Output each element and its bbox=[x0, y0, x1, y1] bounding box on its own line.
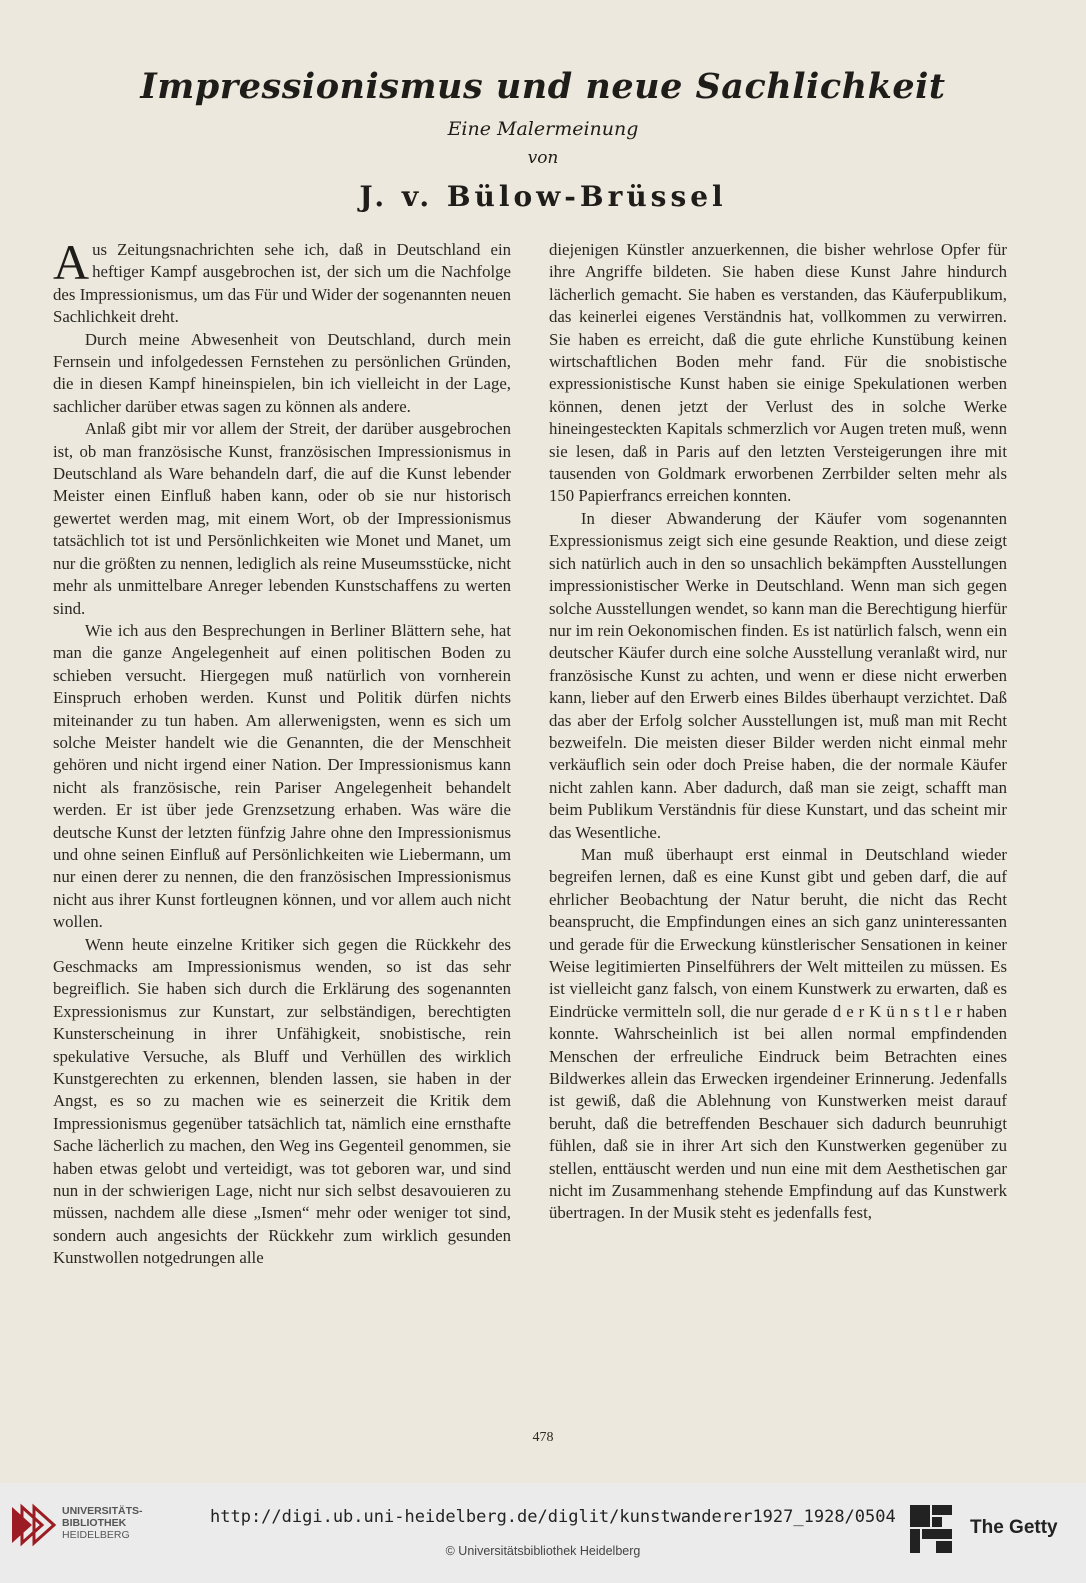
article-author: J. v. Bülow-Brüssel bbox=[359, 180, 727, 213]
getty-label: The Getty bbox=[970, 1517, 1058, 1538]
permalink-url[interactable]: http://digi.ub.uni-heidelberg.de/diglit/kunstwanderer1927_1928/0504 bbox=[210, 1507, 896, 1527]
library-name-line: HEIDELBERG bbox=[62, 1529, 130, 1541]
paragraph: Wie ich aus den Besprechungen in Berliner Blättern sehe, hat man die ganze Angelegenheit auf einen politischen Boden zu schieben versucht. Hiergegen muß natürlich von vornherein Einspruch erhoben werden. Kunst und Politik dürfen nichts miteinander zu tun haben. Am allerwenigsten, wenn es sich um solche Meister handelt wie die Genannten, die der Menschheit gehören und nicht irgend einer Nation. Der Impressionismus kann nicht als französische, rein Pariser Angelegenheit behandelt werden. Er ist über jede Grenzsetzung erhaben. Was wäre die deutsche Kunst der letzten fünfzig Jahre ohne den Impressionismus und ohne seinen Einfluß auf Persönlichkeiten wie Liebermann, um nur einen derer zu nennen, die den französischen Impressionismus nicht aus ihrer Kunst fortleugnen können, und vor allem auch nicht wollen. bbox=[53, 620, 511, 932]
paragraph bbox=[53, 234, 511, 329]
paragraph: diejenigen Künstler anzuerkennen, die bisher wehrlose Opfer für ihre Angriffe bildeten. Sie haben diese Kunst Jahre hindurch lächerlich gemacht. Sie haben es verstanden, das Käuferpublikum, das keinerlei eigenes Verständnis hat, vollkommen zu verwirren. Sie haben es erreicht, daß die gute ehrliche Kunstübung keinen wirtschaftlichen Boden mehr fand. Für die snobistische expressionistische Kunst haben sie einige Spekulationen werben können, denen jetzt der Verlust des in solche Werke hineingesteckten Kapitals schmerzlich vor Augen treten muß, wenn sie lesen, daß in Paris auf den letzten Versteigerungen ihre mit tausenden von Goldmark erworbenen Zerrbilder selten mehr als 150 Papierfrancs erreichen konnten. bbox=[549, 240, 1007, 506]
drop-cap: A bbox=[53, 234, 90, 290]
paragraph: Anlaß gibt mir vor allem der Streit, der darüber ausgebrochen ist, ob man französische Kunst, französischen Impressionismus in Deutschland als Ware behandeln darf, die auf die Kunst lebender Meister einen Einfluß haben kann, oder ob sie nur historisch gewertet werden mag, mit einem Wort, ob der Impressionismus tatsächlich tot ist und Persönlichkeiten wie Monet und Manet, um nur die größten zu nennen, lediglich als reine Museumsstücke, nicht mehr als unmittelbare Anreger lebenden Kunstschaffens zu werten sind. bbox=[53, 419, 511, 618]
right-column bbox=[549, 239, 1007, 1225]
library-name bbox=[62, 1505, 143, 1541]
page-number: 478 bbox=[532, 1430, 554, 1445]
paragraph: Man muß überhaupt erst einmal in Deutschland wieder begreifen lernen, daß es eine Kunst gibt und geben darf, die auf ehrlicher Beobachtung der Natur beruht, die nicht das Recht beansprucht, die Empfindungen eines an sich ganz uninteressanten und gerade für die Erweckung künstlerischer Sensationen in keiner Weise legitimierten Pinselführers der Welt mitteilen zu müssen. Es ist vielleicht ganz falsch, von einem Kunstwerk zu erwarten, daß es Eindrücke vermitteln soll, die nur gerade d e r K ü n s t l e r haben konnte. Wahrscheinlich ist bei allen normal empfindenden Menschen der erfreuliche Eindruck beim Betrachten eines Bildwerkes allein das Erwecken irgendeiner Erinnerung. Jedenfalls ist gewiß, daß die Ablehnung von Kunstwerken meist darauf beruht, daß die betreffenden Beschauer sich dadurch beunruhigt fühlen, daß sie in ihrer Art sich den Kunstwerken gegenüber zu stellen, enttäuscht werden und nun eine mit dem Aesthetischen gar nicht im Zusammenhang stehende Empfindung auf das Kunstwerk übertragen. In der Musik steht es jedenfalls fest, bbox=[549, 844, 1007, 1223]
paragraph-text: us Zeitungsnachrichten sehe ich, daß in Deutschland ein heftiger Kampf ausgebrochen ist, der sich um die Nachfolge des Impressionismus, um das Für und Wider der sogenannten neuen Sachlichkeit dreht. bbox=[53, 240, 511, 327]
paragraph: In dieser Abwanderung der Käufer vom sogenannten Expressionismus zeigt sich eine gesunde Reaktion, und diese zeigt sich natürlich auch in den so unsachlich bekämpften Ausstellungen impressionistischer Werke in Deutschland. Wenn man sich gegen solche Ausstellungen wendet, so kann man die Berechtigung hierfür nur im rein Oekonomischen finden. Es ist natürlich falsch, wenn ein deutscher Käufer durch eine solche Ausstellung veranlaßt wird, nur französische Kunst zu achten, und wenn er diese nicht erwerben kann, lieber auf den Erwerb eines Bildes überhaupt verzichtet. Daß das aber der Erfolg solcher Ausstellungen ist, muß man mit Recht bezweifeln. Die meisten dieser Bilder werden nicht einmal mehr verkäuflich sein oder doch Preise haben, die der normale Käufer nicht zahlen kann. Aber dadurch, daß man sie zeigt, schafft man beim Publikum Verständnis für diese Kunstart, und das scheint mir das Wesentliche. bbox=[549, 508, 1007, 842]
copyright-notice: © Universitätsbibliothek Heidelberg bbox=[445, 1544, 641, 1558]
viewer-footer bbox=[0, 1483, 1086, 1583]
article-title: Impressionismus und neue Sachlichkeit bbox=[140, 66, 946, 107]
library-name-line: BIBLIOTHEK bbox=[62, 1517, 127, 1529]
university-library-logo-icon bbox=[10, 1503, 58, 1547]
paragraph: Wenn heute einzelne Kritiker sich gegen die Rückkehr des Geschmacks am Impressionismus wenden, so ist das sehr begreiflich. Sie haben sich durch die Erklärung des sogenannten Expressionismus zur Kunstart, zur selbständigen, berechtigten Kunsterscheinung in ihrer Unfähigkeit, snobistische, rein spekulative Versuche, als Bluff und Verhüllen des wirklich Kunstgerechten zu erkennen, blenden lassen, sie haben in der Angst, es so zu machen wie es seinerzeit die Kritik dem Impressionismus gegenüber tatsächlich tat, nämlich eine ernsthafte Sache lächerlich zu machen, den Weg ins Gegenteil genommen, sie haben etwas gelobt und verteidigt, was tot geboren war, und sind nun in der schwierigen Lage, nicht nur sich selbst desavouieren zu müssen, nachdem alle diese „Ismen“ mehr oder weniger tot sind, sondern auch angesichts der Rückkehr zum wirklich gesunden Kunstwollen notgedrungen alle bbox=[53, 934, 511, 1268]
article-subtitle: Eine Malermeinung bbox=[447, 118, 639, 140]
left-column bbox=[53, 234, 511, 1270]
paragraph: Durch meine Abwesenheit von Deutschland, durch mein Fernsein und infolgedessen Fernstehen zu persönlichen Gründen, die in diesen Kampf hineinspielen, bin ich vielleicht in der Lage, sachlicher darüber etwas sagen zu können als andere. bbox=[53, 329, 511, 416]
byline-von: von bbox=[527, 148, 559, 168]
library-name-line: UNIVERSITÄTS- bbox=[62, 1505, 143, 1517]
getty-logo-icon bbox=[908, 1503, 954, 1555]
